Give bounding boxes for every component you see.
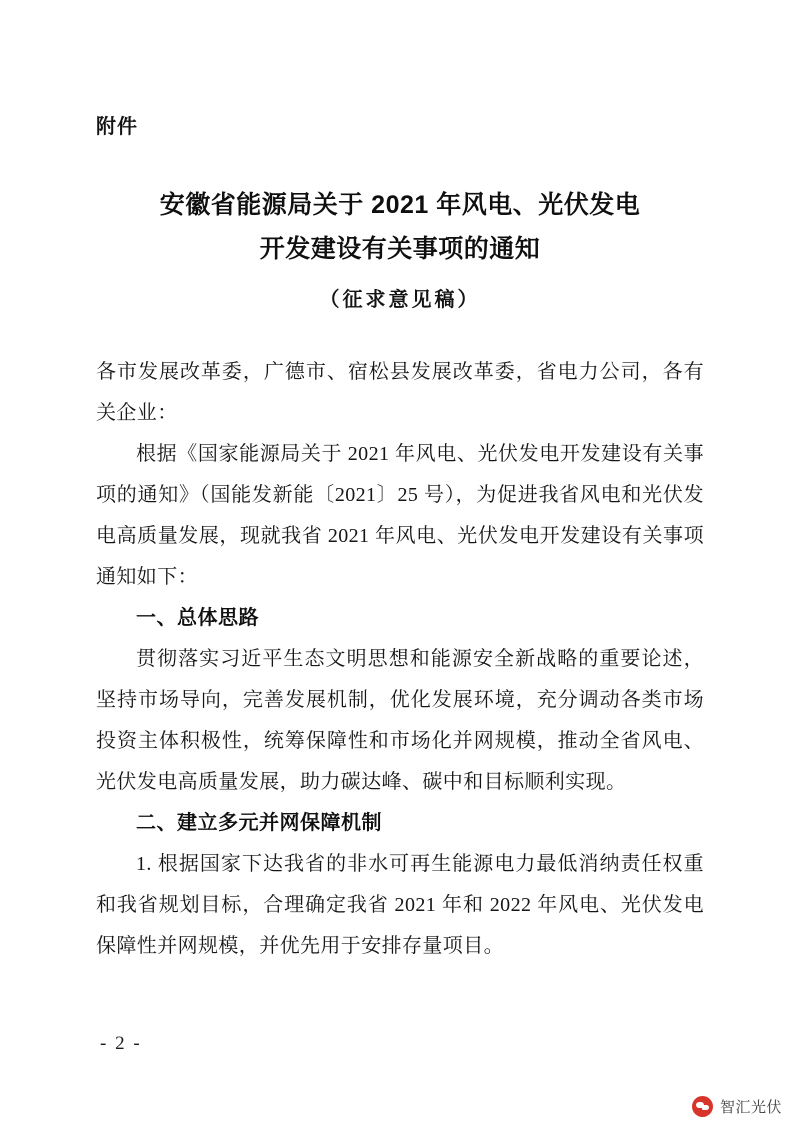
paragraph-opening: 根据《国家能源局关于 2021 年风电、光伏发电开发建设有关事项的通知》（国能发新能〔2021〕25 号），为促进我省风电和光伏发电高质量发展，现就我省 2021 年风电、光伏发电开发建设有关事项通知如下： — [96, 443, 704, 588]
attachment-label: 附件 — [96, 116, 138, 138]
page-title — [96, 183, 704, 271]
paragraph-section-one-body: 贯彻落实习近平生态文明思想和能源安全新战略的重要论述，坚持市场导向，完善发展机制，优化发展环境，充分调动各类市场投资主体积极性，统筹保障性和市场化并网规模，推动全省风电、光伏发电高质量发展，助力碳达峰、碳中和目标顺利实现。 — [96, 648, 704, 793]
page-title-line-1: 安徽省能源局关于 2021 年风电、光伏发电 — [159, 191, 641, 219]
page-subtitle: （征求意见稿） — [319, 289, 481, 311]
document-body — [96, 352, 704, 967]
section-heading-one: 一、总体思路 — [136, 607, 259, 629]
page-title-line-2: 开发建设有关事项的通知 — [259, 235, 541, 263]
watermark — [692, 1096, 782, 1117]
paragraph-section-two-item-1: 1. 根据国家下达我省的非水可再生能源电力最低消纳责任权重和我省规划目标，合理确定我省 2021 年和 2022 年风电、光伏发电保障性并网规模，并优先用于安排存量项目。 — [96, 853, 704, 957]
wechat-logo-icon — [692, 1096, 713, 1117]
paragraph-addressee: 各市发展改革委，广德市、宿松县发展改革委，省电力公司，各有关企业： — [96, 361, 704, 424]
page-number: - 2 - — [100, 1033, 142, 1054]
section-heading-two: 二、建立多元并网保障机制 — [136, 812, 382, 834]
watermark-label: 智汇光伏 — [719, 1099, 782, 1116]
